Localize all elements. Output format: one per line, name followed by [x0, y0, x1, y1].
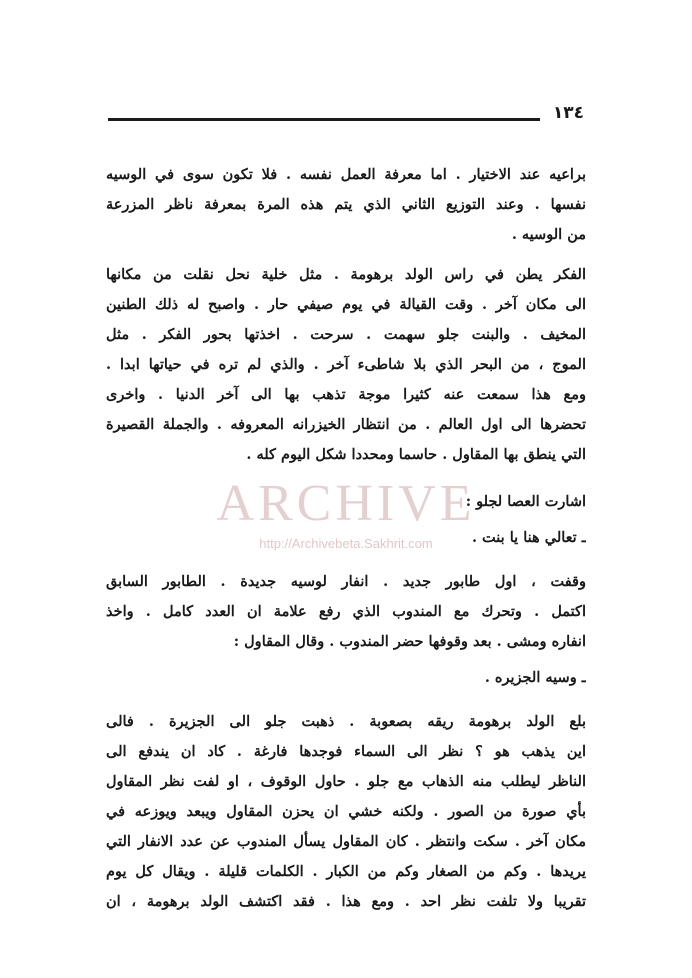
dialogue-intro: [106, 487, 586, 517]
text-line: الى مكان آخر . وقت القيالة في يوم صيفي حار . واصبح له ذلك الطنين: [106, 296, 586, 313]
paragraph-4: [106, 707, 586, 917]
paragraph-3: [106, 567, 586, 657]
text-line: تقريبا ولا تلفت نظر احد . ومع هذا . فقد اكتشف الولد برهومة ، ان: [106, 893, 586, 910]
text-line: ـ تعالي هنا يا بنت .: [471, 529, 586, 546]
text-line: اشارت العصا لجلو :: [465, 493, 586, 510]
watermark-url: http://Archivebeta.Sakhrit.com: [259, 536, 433, 551]
text-line: براعيه عند الاختيار . اما معرفة العمل نفسه . فلا تكون سوى في الوسيه: [106, 166, 586, 183]
text-line: يريدها . وكم من الصغار وكم من الكبار . الكلمات قليلة . ويقال كل يوم: [106, 863, 586, 880]
text-line: اكتمل . وتحرك مع المندوب الذي رفع علامة ان العدد كامل . واخذ: [106, 603, 586, 620]
text-line: مكان آخر . سكت وانتظر . كان المقاول يسأل المندوب عن عدد الانفار التي: [106, 833, 586, 850]
header-rule: [108, 118, 540, 121]
dialogue-quote-2: [106, 663, 626, 693]
text-line: نفسها . وعند التوزيع الثاني الذي يتم هذه المرة بمعرفة ناظر المزرعة: [106, 196, 586, 213]
text-line: بلع الولد برهومة ريقه بصعوبة . ذهبت جلو الى الجزيرة . فالى: [106, 713, 586, 730]
text-line: الموج ، من البحر الذي بلا شاطىء آخر . والذي لم تره في حياتها ابدا .: [106, 356, 586, 373]
text-line: ـ وسيه الجزيره .: [484, 669, 586, 686]
text-line: التي ينطق بها المقاول . حاسما ومحددا شكل اليوم كله .: [246, 446, 586, 463]
text-line: وقفت ، اول طابور جديد . انفار لوسيه جديدة . الطابور السابق: [106, 573, 586, 590]
text-line: تحضرها الى اول العالم . من انتظار الخيزرانه المعروفه . والجملة القصيرة: [106, 416, 586, 433]
text-line: بأي صورة من الصور . ولكنه خشي ان يحزن المقاول ويبعد ويوزعه في: [106, 803, 586, 820]
text-line: ومع هذا سمعت عنه كثيرا موجة تذهب بها الى آخر الدنيا . واخرى: [106, 386, 586, 403]
text-line: انفاره ومشى . بعد وقوفها حضر المندوب . وقال المقاول :: [233, 633, 586, 650]
text-line: الناظر ليطلب منه الذهاب مع جلو . حاول الوقوف ، او لفت نظر المقاول: [106, 773, 586, 790]
text-line: اين يذهب هو ؟ نظر الى السماء فوجدها فارغة . كاد ان يندفع الى: [106, 743, 586, 760]
paragraph-1: [106, 160, 586, 250]
text-line: من الوسيه .: [511, 226, 586, 243]
dialogue-quote-1: [106, 523, 626, 553]
paragraph-2: [106, 260, 586, 470]
text-line: المخيف . والبنت جلو سهمت . سرحت . اخذتها بحور الفكر . مثل: [106, 326, 586, 343]
text-line: الفكر يطن في راس الولد برهومة . مثل خلية نحل نقلت من مكانها: [106, 266, 586, 283]
watermark-logo: ARCHIVE: [216, 475, 476, 532]
page-number: ١٣٤: [552, 103, 584, 123]
